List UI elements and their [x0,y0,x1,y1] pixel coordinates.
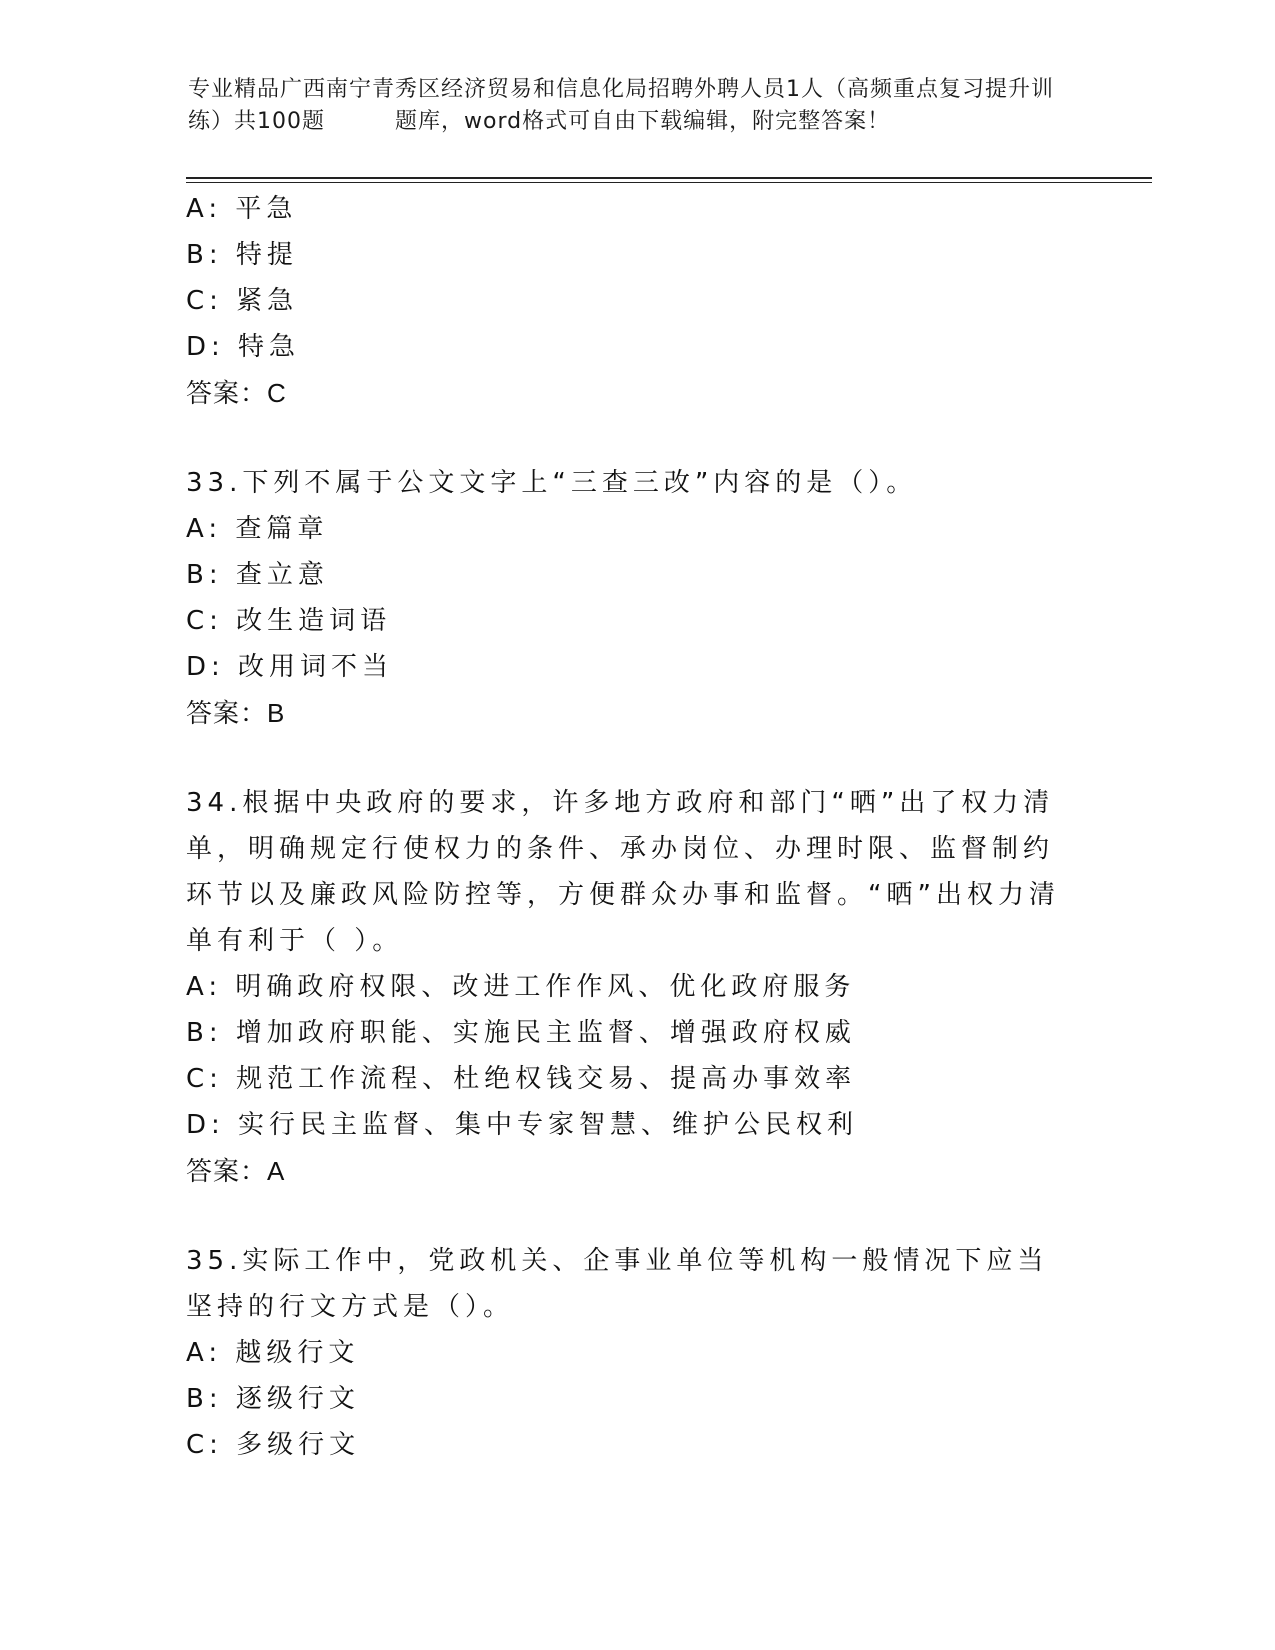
question-spacer [186,736,1086,780]
question-block-prev [186,186,1086,416]
question-spacer [186,1194,1086,1238]
option-c: C: 紧急 [186,286,299,316]
page-header [188,74,1088,138]
question-stem: 33.下列不属于公文文字上“三查三改”内容的是（）。 [186,468,918,498]
option-c: C: 规范工作流程、杜绝权钱交易、提高办事效率 [186,1064,857,1094]
header-divider-thick [186,177,1152,179]
option-a: A: 越级行文 [186,1338,360,1368]
option-c: C: 多级行文 [186,1430,361,1460]
question-block-34 [186,780,1086,1194]
question-spacer [186,416,1086,460]
option-a: A: 查篇章 [186,514,329,544]
option-c: C: 改生造词语 [186,606,392,636]
header-divider-thin [186,182,1152,183]
option-b: B: 逐级行文 [186,1384,360,1414]
option-b: B: 增加政府职能、实施民主监督、增强政府权威 [186,1018,856,1048]
option-a: A: 平急 [186,194,298,224]
option-b: B: 查立意 [186,560,329,590]
question-stem: 35.实际工作中，党政机关、企事业单位等机构一般情况下应当坚持的行文方式是（）。 [186,1246,1049,1322]
answer-line: 答案：C [186,378,287,408]
option-d: D: 特急 [186,332,301,362]
question-list [186,186,1086,1468]
answer-line: 答案：B [186,698,286,728]
question-block-33 [186,460,1086,736]
question-block-35 [186,1238,1086,1468]
header-title: 专业精品广西南宁青秀区经济贸易和信息化局招聘外聘人员1人（高频重点复习提升训练）共100题 [188,77,1054,134]
answer-line: 答案：A [186,1156,286,1186]
option-a: A: 明确政府权限、改进工作作风、优化政府服务 [186,972,856,1002]
option-d: D: 实行民主监督、集中专家智慧、维护公民权利 [186,1110,859,1140]
header-subtitle: 题库，word格式可自由下载编辑，附完整答案！ [395,109,891,134]
option-b: B: 特提 [186,240,298,270]
option-d: D: 改用词不当 [186,652,394,682]
question-stem: 34.根据中央政府的要求，许多地方政府和部门“晒”出了权力清单，明确规定行使权力的条件、承办岗位、办理时限、监督制约环节以及廉政风险防控等，方便群众办事和监督。“晒”出权力清单有利于（ ）。 [186,788,1060,956]
